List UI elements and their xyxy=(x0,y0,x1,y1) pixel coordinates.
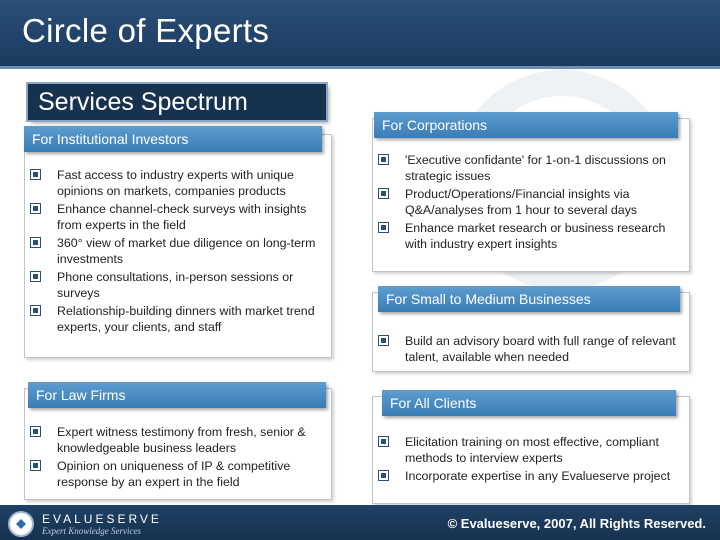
header-divider xyxy=(0,66,720,69)
institutional-title: For Institutional Investors xyxy=(24,126,322,152)
square-bullet-icon xyxy=(378,335,389,346)
copyright-notice: © Evalueserve, 2007, All Rights Reserved. xyxy=(447,516,706,531)
square-bullet-icon xyxy=(30,203,41,214)
list-item: Relationship-building dinners with market trend experts, your clients, and staff xyxy=(30,303,326,335)
law-firms-list xyxy=(30,424,326,490)
square-bullet-icon xyxy=(378,222,389,233)
logo-name: EVALUESERVE xyxy=(42,511,162,526)
square-bullet-icon xyxy=(378,188,389,199)
services-spectrum-label: Services Spectrum xyxy=(28,84,326,120)
logo-tagline: Expert Knowledge Services xyxy=(42,525,141,536)
square-bullet-icon xyxy=(30,426,41,437)
law-firms-title: For Law Firms xyxy=(28,382,326,408)
list-item: Expert witness testimony from fresh, senior & knowledgeable business leaders xyxy=(30,424,326,456)
corporations-list xyxy=(378,152,678,252)
all-clients-list xyxy=(378,434,678,484)
evalueserve-logo-icon xyxy=(8,511,34,537)
square-bullet-icon xyxy=(30,305,41,316)
all-clients-title: For All Clients xyxy=(382,390,676,416)
list-item: 360° view of market due diligence on long-term investments xyxy=(30,235,326,267)
list-item: Enhance market research or business research with industry expert insights xyxy=(378,220,678,252)
square-bullet-icon xyxy=(378,470,389,481)
square-bullet-icon xyxy=(30,271,41,282)
page-title: Circle of Experts xyxy=(22,12,270,49)
square-bullet-icon xyxy=(30,237,41,248)
list-item: 'Executive confidante' for 1-on-1 discussions on strategic issues xyxy=(378,152,678,184)
corporations-title: For Corporations xyxy=(374,112,678,138)
smb-list xyxy=(378,333,678,365)
list-item: Fast access to industry experts with unique opinions on markets, companies products xyxy=(30,167,326,199)
square-bullet-icon xyxy=(30,460,41,471)
square-bullet-icon xyxy=(30,169,41,180)
list-item: Build an advisory board with full range of relevant talent, available when needed xyxy=(378,333,678,365)
list-item: Enhance channel-check surveys with insights from experts in the field xyxy=(30,201,326,233)
company-logo xyxy=(8,509,162,539)
institutional-list xyxy=(30,167,326,335)
square-bullet-icon xyxy=(378,154,389,165)
list-item: Opinion on uniqueness of IP & competitive response by an expert in the field xyxy=(30,458,326,490)
list-item: Product/Operations/Financial insights via Q&A/analyses from 1 hour to several days xyxy=(378,186,678,218)
smb-title: For Small to Medium Businesses xyxy=(378,286,680,312)
list-item: Incorporate expertise in any Evalueserve project xyxy=(378,468,678,484)
list-item: Phone consultations, in-person sessions or surveys xyxy=(30,269,326,301)
list-item: Elicitation training on most effective, compliant methods to interview experts xyxy=(378,434,678,466)
square-bullet-icon xyxy=(378,436,389,447)
